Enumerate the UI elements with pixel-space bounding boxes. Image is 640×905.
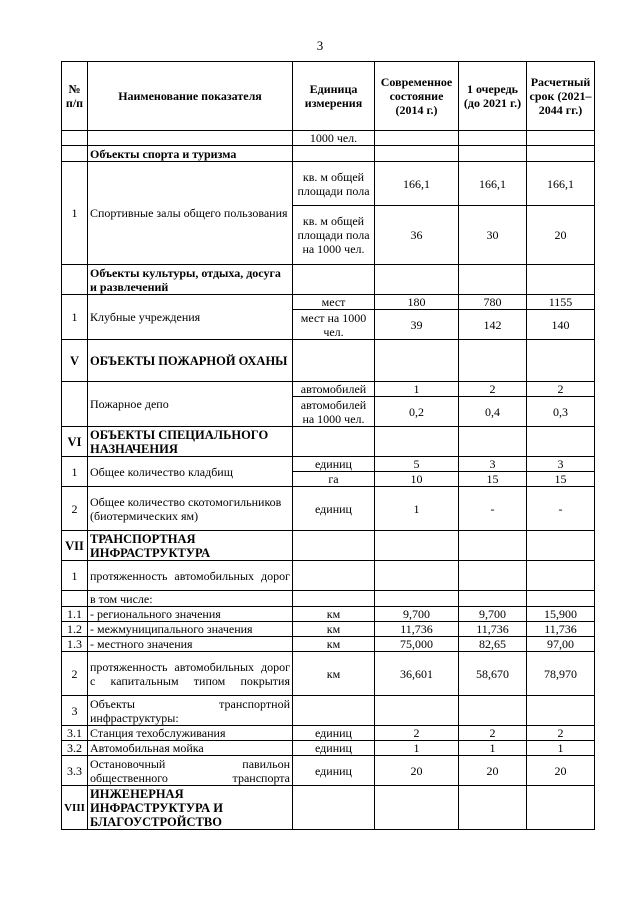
- row-number: 2: [62, 652, 88, 696]
- value-first: 142: [459, 310, 527, 340]
- table-row: [62, 382, 595, 397]
- unit-cell: единиц: [293, 726, 375, 741]
- value-target: 3: [527, 457, 595, 472]
- indicator-name: Автомобильная мойка: [88, 741, 293, 756]
- indicator-name: Общее количество скотомогильников (биотермических ям): [88, 487, 293, 531]
- table-row: [62, 756, 595, 786]
- value-target: 20: [527, 756, 595, 786]
- value-target: 15: [527, 472, 595, 487]
- value-first: -: [459, 487, 527, 531]
- indicator-name: Общее количество кладбищ: [88, 457, 293, 487]
- value-current: 1: [375, 741, 459, 756]
- indicator-name: в том числе:: [88, 591, 293, 607]
- value-target: 20: [527, 206, 595, 265]
- indicator-name: Остановочный павильон общественного транспорта: [88, 756, 293, 786]
- indicator-name: Пожарное депо: [88, 382, 293, 427]
- value-target: 78,970: [527, 652, 595, 696]
- value-target: 15,900: [527, 607, 595, 622]
- indicator-name: Клубные учреждения: [88, 295, 293, 340]
- unit-cell: 1000 чел.: [293, 131, 375, 146]
- table-row: [62, 741, 595, 756]
- table-row: [62, 162, 595, 206]
- value-first: 58,670: [459, 652, 527, 696]
- row-number: 1.3: [62, 637, 88, 652]
- value-target: -: [527, 487, 595, 531]
- value-current: 180: [375, 295, 459, 310]
- section-title: ОБЪЕКТЫ ПОЖАРНОЙ ОХАНЫ: [88, 340, 293, 382]
- row-number: 2: [62, 487, 88, 531]
- row-number: 1.2: [62, 622, 88, 637]
- indicator-name: - межмуниципального значения: [88, 622, 293, 637]
- row-number: 1: [62, 162, 88, 265]
- header-current: Современное состояние (2014 г.): [375, 62, 459, 131]
- table-row: [62, 696, 595, 726]
- section-title: ОБЪЕКТЫ СПЕЦИАЛЬНОГО НАЗНАЧЕНИЯ: [88, 427, 293, 457]
- value-target: 1155: [527, 295, 595, 310]
- table-row: [62, 131, 595, 146]
- value-target: 1: [527, 741, 595, 756]
- unit-cell: км: [293, 637, 375, 652]
- value-current: 11,736: [375, 622, 459, 637]
- value-first: 30: [459, 206, 527, 265]
- value-target: 0,3: [527, 397, 595, 427]
- table-row: [62, 607, 595, 622]
- header-no: № п/п: [62, 62, 88, 131]
- value-first: 9,700: [459, 607, 527, 622]
- value-current: 36: [375, 206, 459, 265]
- value-target: 2: [527, 726, 595, 741]
- section-row: [62, 146, 595, 162]
- section-title: Объекты культуры, отдыха, досуга и развлечений: [88, 265, 293, 295]
- section-row: [62, 265, 595, 295]
- value-first: 15: [459, 472, 527, 487]
- value-first: 2: [459, 726, 527, 741]
- section-number: V: [62, 340, 88, 382]
- section-number: VIII: [62, 786, 88, 830]
- unit-cell: единиц: [293, 756, 375, 786]
- unit-cell: автомобилей: [293, 382, 375, 397]
- section-title: ИНЖЕНЕРНАЯ ИНФРАСТРУКТУРА И БЛАГОУСТРОЙСТВО: [88, 786, 293, 830]
- value-first: 2: [459, 382, 527, 397]
- row-number: 1: [62, 295, 88, 340]
- value-target: 11,736: [527, 622, 595, 637]
- indicator-name: протяженность автомобильных дорог: [88, 561, 293, 591]
- indicator-name: Объекты транспортной инфраструктуры:: [88, 696, 293, 726]
- value-first: 780: [459, 295, 527, 310]
- value-first: 1: [459, 741, 527, 756]
- value-target: 97,00: [527, 637, 595, 652]
- table-row: [62, 295, 595, 310]
- unit-cell: км: [293, 607, 375, 622]
- value-current: 75,000: [375, 637, 459, 652]
- table-row: [62, 591, 595, 607]
- row-number: 1: [62, 457, 88, 487]
- section-title: ТРАНСПОРТНАЯ ИНФРАСТРУКТУРА: [88, 531, 293, 561]
- section-row: [62, 427, 595, 457]
- unit-cell: кв. м общей площади пола: [293, 162, 375, 206]
- header-first-stage: 1 очередь (до 2021 г.): [459, 62, 527, 131]
- header-name: Наименование показателя: [88, 62, 293, 131]
- section-number: VI: [62, 427, 88, 457]
- table-row: [62, 637, 595, 652]
- table-row: [62, 726, 595, 741]
- unit-cell: единиц: [293, 741, 375, 756]
- page-number: 3: [316, 38, 324, 53]
- value-current: 0,2: [375, 397, 459, 427]
- unit-cell: мест на 1000 чел.: [293, 310, 375, 340]
- section-row: [62, 531, 595, 561]
- value-first: 3: [459, 457, 527, 472]
- indicator-name: - регионального значения: [88, 607, 293, 622]
- indicator-name: протяженность автомобильных дорог с капитальным типом покрытия: [88, 652, 293, 696]
- value-current: 36,601: [375, 652, 459, 696]
- value-current: 39: [375, 310, 459, 340]
- row-number: 3: [62, 696, 88, 726]
- table-header-row: [62, 62, 595, 131]
- unit-cell: единиц: [293, 487, 375, 531]
- row-number: 3.1: [62, 726, 88, 741]
- unit-cell: км: [293, 622, 375, 637]
- value-current: 1: [375, 382, 459, 397]
- section-title: Объекты спорта и туризма: [88, 146, 293, 162]
- unit-cell: км: [293, 652, 375, 696]
- value-target: 166,1: [527, 162, 595, 206]
- row-number: 3.2: [62, 741, 88, 756]
- table-row: [62, 457, 595, 472]
- indicators-table: [61, 61, 595, 830]
- value-current: 10: [375, 472, 459, 487]
- value-current: 9,700: [375, 607, 459, 622]
- row-number: 1.1: [62, 607, 88, 622]
- value-target: 140: [527, 310, 595, 340]
- value-current: 166,1: [375, 162, 459, 206]
- unit-cell: кв. м общей площади пола на 1000 чел.: [293, 206, 375, 265]
- indicator-name: - местного значения: [88, 637, 293, 652]
- value-first: 166,1: [459, 162, 527, 206]
- value-first: 20: [459, 756, 527, 786]
- value-first: 11,736: [459, 622, 527, 637]
- section-row: [62, 340, 595, 382]
- table-row: [62, 622, 595, 637]
- row-number: 1: [62, 561, 88, 591]
- header-unit: Единица измерения: [293, 62, 375, 131]
- indicator-name: Спортивные залы общего пользования: [88, 162, 293, 265]
- section-row: [62, 786, 595, 830]
- value-first: 0,4: [459, 397, 527, 427]
- row-number: 3.3: [62, 756, 88, 786]
- unit-cell: мест: [293, 295, 375, 310]
- value-current: 20: [375, 756, 459, 786]
- unit-cell: автомобилей на 1000 чел.: [293, 397, 375, 427]
- value-current: 1: [375, 487, 459, 531]
- unit-cell: га: [293, 472, 375, 487]
- table-row: [62, 487, 595, 531]
- unit-cell: единиц: [293, 457, 375, 472]
- value-target: 2: [527, 382, 595, 397]
- table-row: [62, 652, 595, 696]
- value-current: 2: [375, 726, 459, 741]
- indicator-name: Станция техобслуживания: [88, 726, 293, 741]
- section-number: VII: [62, 531, 88, 561]
- value-current: 5: [375, 457, 459, 472]
- header-target: Расчетный срок (2021–2044 гг.): [527, 62, 595, 131]
- table-row: [62, 561, 595, 591]
- value-first: 82,65: [459, 637, 527, 652]
